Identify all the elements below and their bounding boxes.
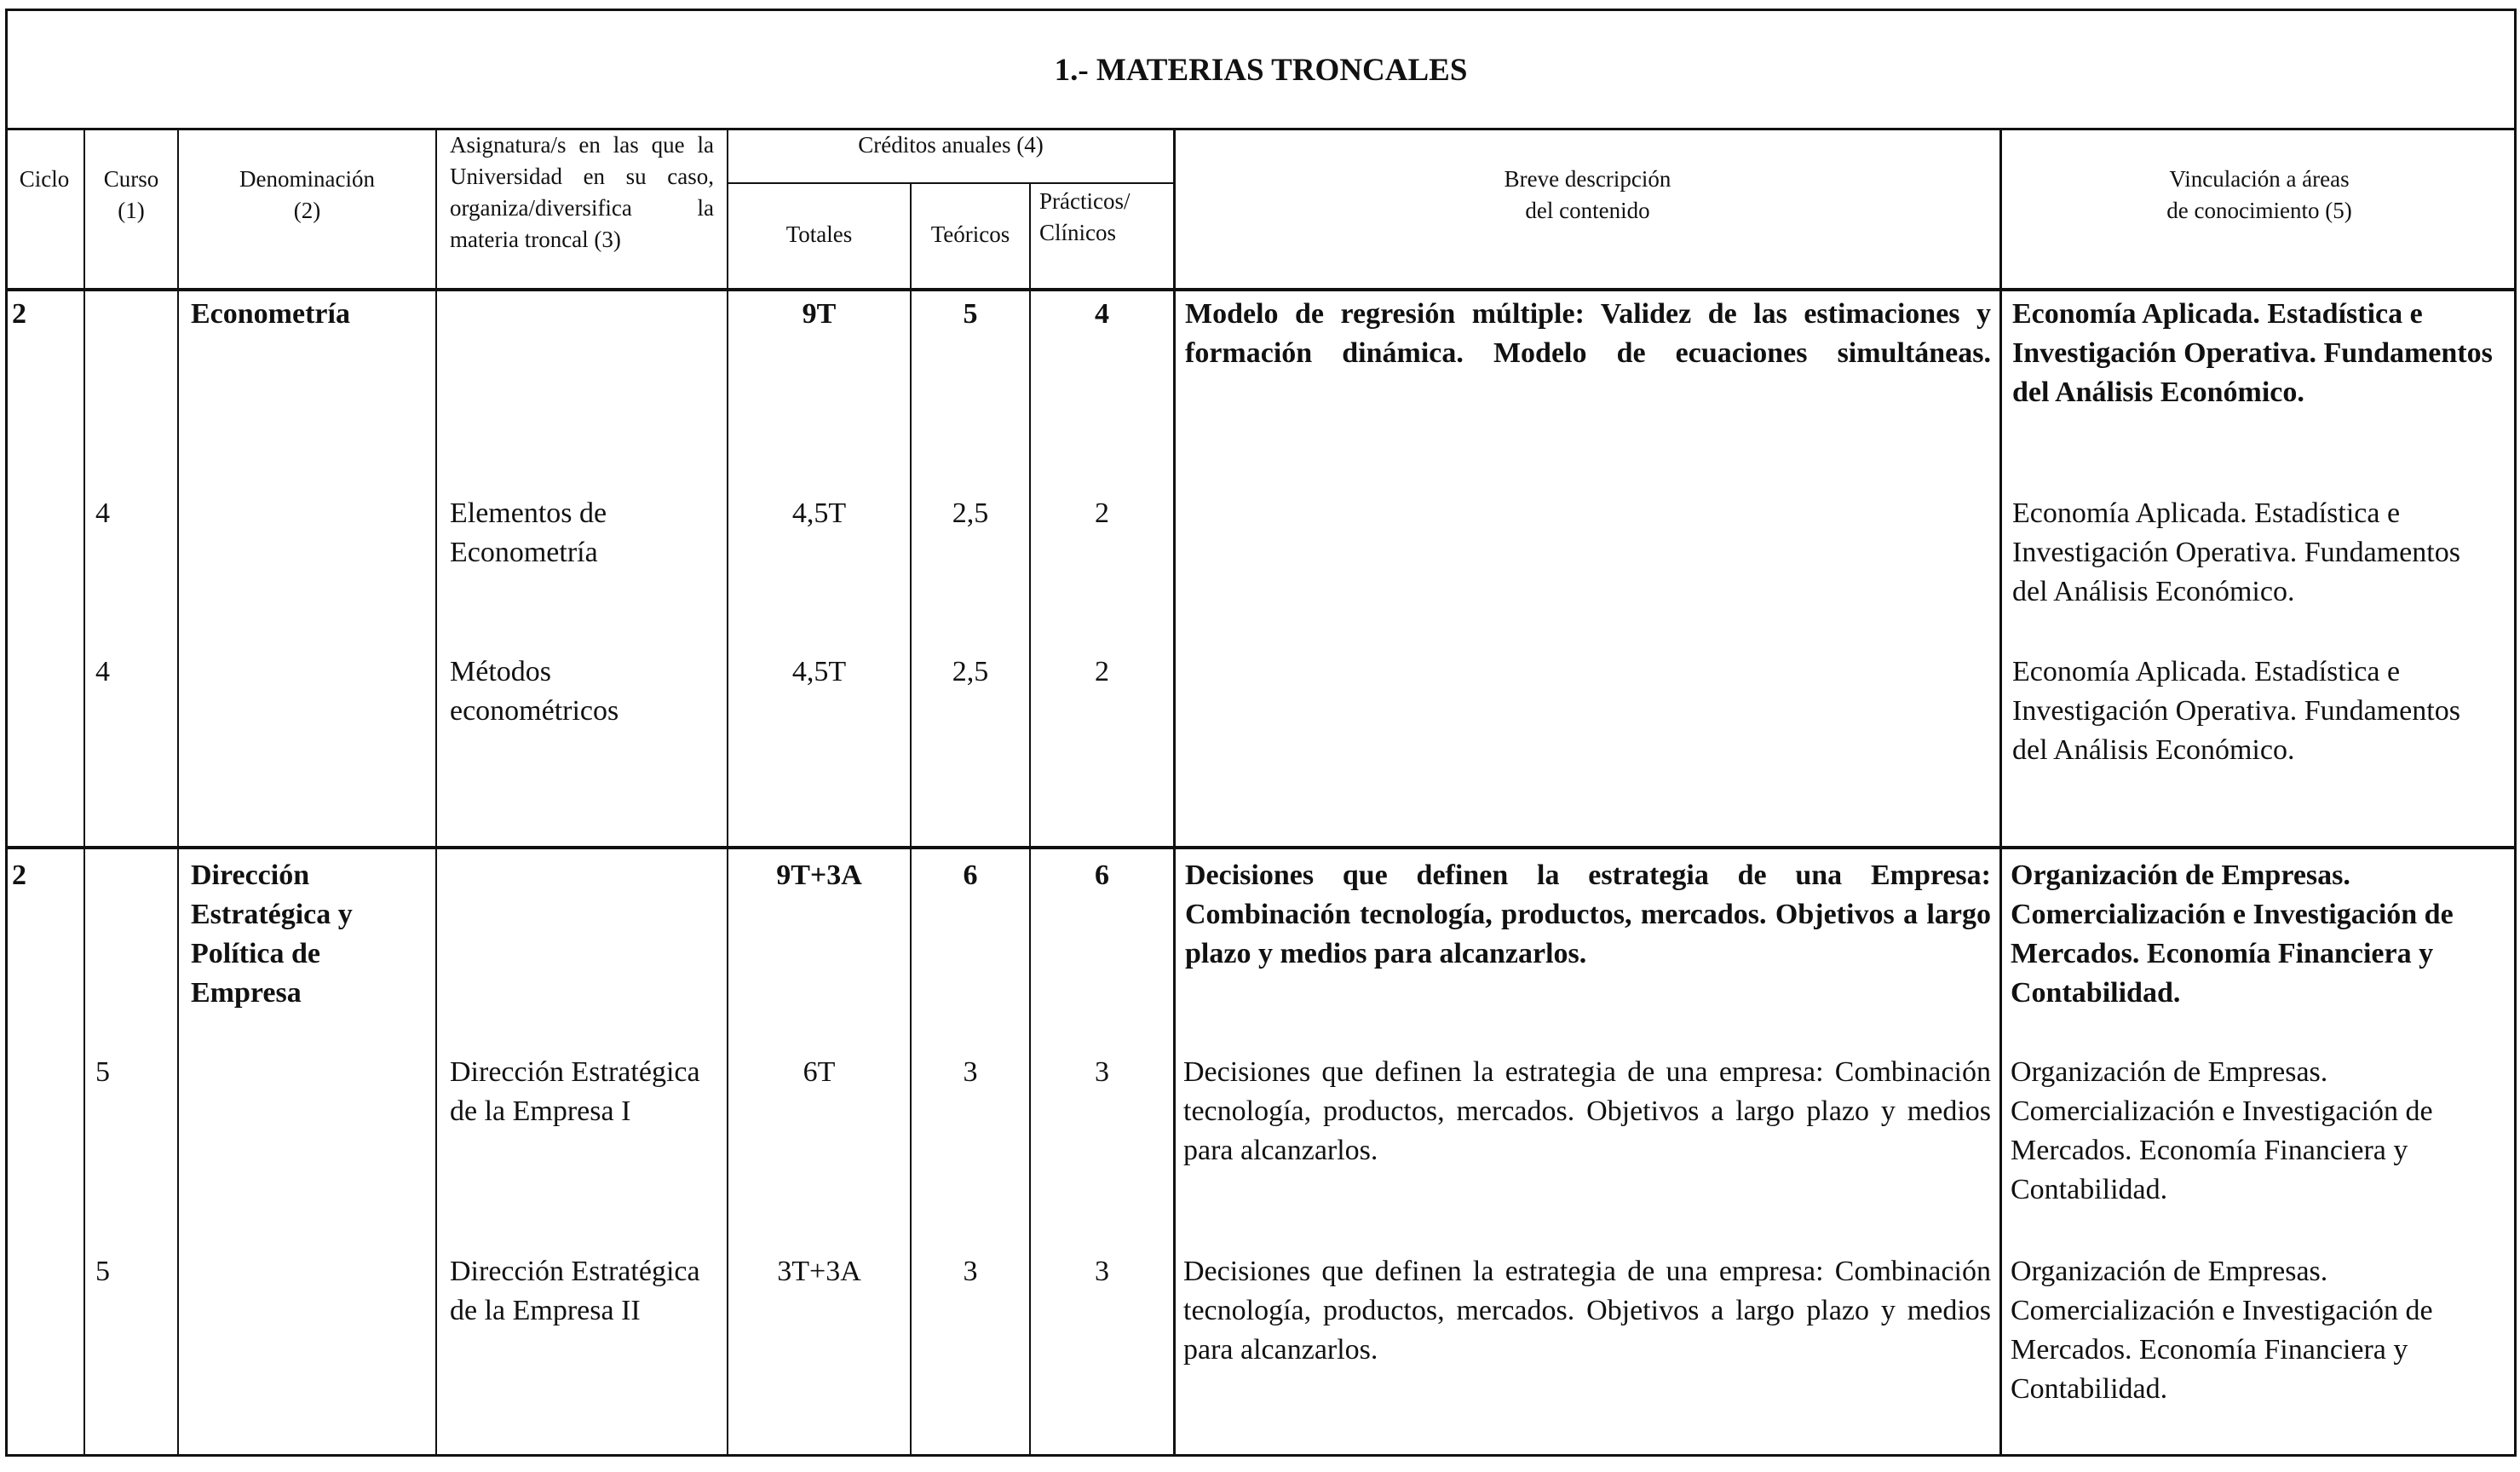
group-totales: 9T+3A (776, 860, 862, 891)
header-practicos: Prácticos/ Clínicos (1039, 188, 1131, 245)
group-practicos: 4 (1095, 298, 1109, 330)
group-descripcion: Decisiones que definen la estrategia de una Empresa: Combinación tecnología, productos, mercados. Objetivos a largo plazo y medios para alcanzarlos. (1185, 860, 1991, 969)
subject-curso: 4 (95, 497, 110, 529)
subject-teoricos: 2,5 (952, 497, 989, 529)
subject-vinculacion: Economía Aplicada. Estadística e Investigación Operativa. Fundamentos del Análisis Económico. (2012, 497, 2460, 607)
subject-curso: 5 (95, 1256, 110, 1287)
group-vinculacion: Economía Aplicada. Estadística e Investigación Operativa. Fundamentos del Análisis Económico. (2012, 298, 2493, 408)
subject-curso: 4 (95, 656, 110, 687)
subject-totales: 3T+3A (777, 1256, 861, 1287)
creditos-divider (727, 182, 1175, 184)
header-vinculacion: Vinculación a áreas de conocimiento (5) (2166, 166, 2352, 223)
group-teoricos: 6 (963, 860, 978, 891)
subject-asignatura: Dirección Estratégica de la Empresa I (450, 1056, 700, 1127)
header-asignaturas: Asignatura/s en las que la Universidad en su caso, organiza/diversifica la materia troncal (3) (450, 132, 714, 252)
page-title: 1.- MATERIAS TRONCALES (1054, 53, 1468, 88)
subject-practicos: 3 (1095, 1056, 1109, 1088)
group-denominacion: Dirección Estratégica y Política de Empresa (191, 860, 353, 1009)
subject-vinculacion: Economía Aplicada. Estadística e Investigación Operativa. Fundamentos del Análisis Económico. (2012, 656, 2460, 766)
subject-practicos: 2 (1095, 656, 1109, 687)
col-divider (435, 128, 437, 1457)
subject-vinculacion: Organización de Empresas. Comercialización e Investigación de Mercados. Economía Financiera y Contabilidad. (2011, 1056, 2433, 1205)
subject-totales: 4,5T (791, 497, 847, 529)
col-divider (1999, 128, 2002, 1457)
group-ciclo: 2 (12, 860, 26, 891)
group-practicos: 6 (1095, 860, 1109, 891)
header-curso: Curso (1) (103, 166, 159, 223)
group-totales: 9T (802, 298, 837, 330)
header-denominacion: Denominación (2) (239, 166, 375, 223)
group-denominacion: Econometría (191, 298, 350, 330)
group-teoricos: 5 (963, 298, 978, 330)
col-divider (83, 128, 85, 1457)
header-divider (5, 288, 2517, 291)
subject-curso: 5 (95, 1056, 110, 1088)
header-creditos: Créditos anuales (4) (858, 132, 1044, 158)
subject-vinculacion: Organización de Empresas. Comercialización e Investigación de Mercados. Economía Financiera y Contabilidad. (2011, 1256, 2433, 1405)
group-descripcion: Modelo de regresión múltiple: Validez de las estimaciones y formación dinámica. Modelo de ecuaciones simultáneas. (1185, 298, 1991, 369)
group-vinculacion: Organización de Empresas. Comercialización e Investigación de Mercados. Economía Financiera y Contabilidad. (2011, 860, 2454, 1009)
subject-teoricos: 3 (963, 1056, 978, 1088)
group-ciclo: 2 (12, 298, 26, 330)
header-totales: Totales (785, 221, 853, 247)
title-divider (5, 128, 2517, 130)
subject-descripcion: Decisiones que definen la estrategia de una empresa: Combinación tecnología, productos, mercados. Objetivos a largo plazo y medios para alcanzarlos. (1183, 1056, 1991, 1166)
subject-asignatura: Elementos de Econometría (450, 497, 607, 568)
subject-asignatura: Métodos econométricos (450, 656, 619, 727)
col-divider (1173, 128, 1176, 1457)
header-teoricos: Teóricos (930, 221, 1010, 247)
subject-practicos: 2 (1095, 497, 1109, 529)
subject-practicos: 3 (1095, 1256, 1109, 1287)
subject-asignatura: Dirección Estratégica de la Empresa II (450, 1256, 700, 1326)
col-divider (177, 128, 179, 1457)
group-divider (5, 846, 2517, 849)
subject-descripcion: Decisiones que definen la estrategia de una empresa: Combinación tecnología, productos, mercados. Objetivos a largo plazo y medios para alcanzarlos. (1183, 1256, 1991, 1366)
subject-totales: 6T (803, 1056, 836, 1088)
header-descripcion: Breve descripción del contenido (1504, 166, 1671, 223)
subject-teoricos: 3 (963, 1256, 978, 1287)
subject-teoricos: 2,5 (952, 656, 989, 687)
subject-totales: 4,5T (791, 656, 847, 687)
header-ciclo: Ciclo (19, 166, 70, 192)
